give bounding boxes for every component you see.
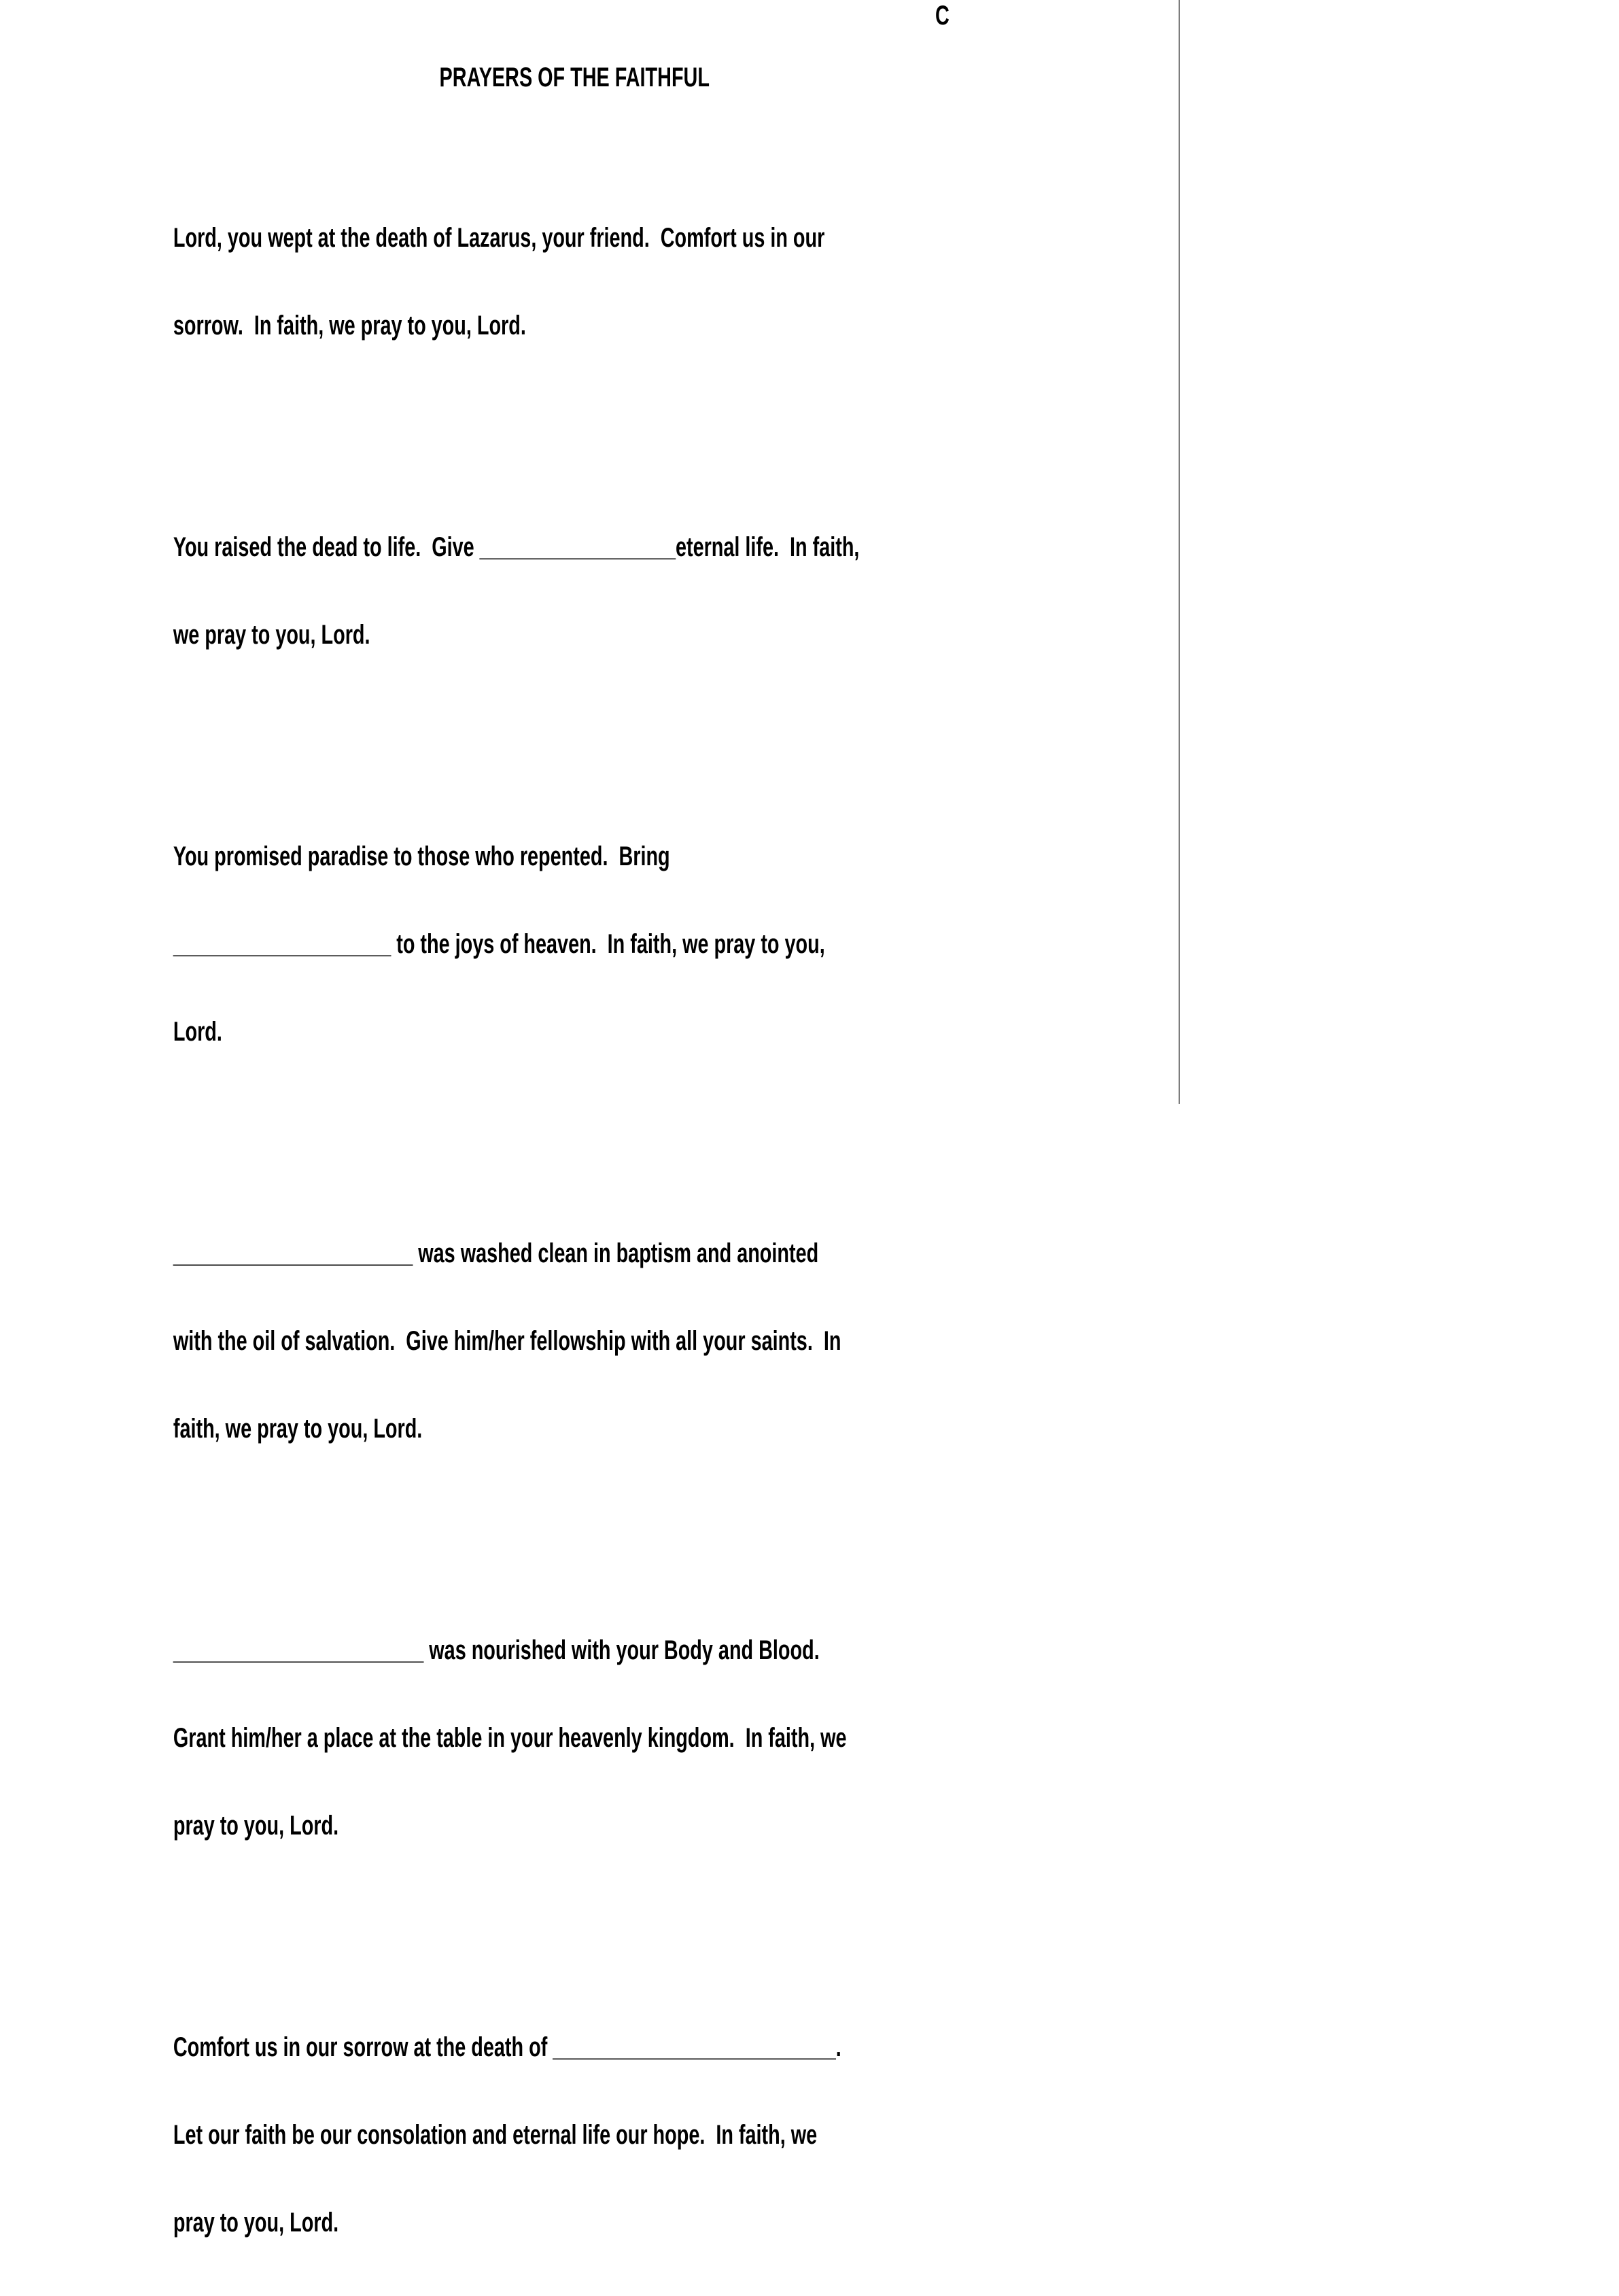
prayer-paragraph-lazarus xyxy=(0,165,1353,399)
prayer-line: Lord. xyxy=(173,1017,222,1047)
prayer-line-with-blank: ____________________ to the joys of heaven. In faith, we pray to you, xyxy=(173,929,825,959)
prayer-line: sorrow. In faith, we pray to you, Lord. xyxy=(173,311,526,341)
prayer-line: we pray to you, Lord. xyxy=(173,620,370,650)
prayer-line: Lord, you wept at the death of Lazarus, your friend. Comfort us in our xyxy=(173,223,825,253)
prayer-line: pray to you, Lord. xyxy=(173,1811,339,1841)
prayer-line: pray to you, Lord. xyxy=(173,2208,339,2238)
prayer-line: with the oil of salvation. Give him/her fellowship with all your saints. In xyxy=(173,1326,841,1356)
prayer-paragraph-paradise xyxy=(0,784,1353,1105)
prayer-line: faith, we pray to you, Lord. xyxy=(173,1414,423,1444)
prayer-paragraph-comfort xyxy=(0,1975,1353,2296)
corner-letter: C xyxy=(935,1,950,31)
prayer-line-with-blank: You raised the dead to life. Give __________________eternal life. In faith, xyxy=(173,532,860,562)
prayer-line-with-blank: _______________________ was nourished with your Body and Blood. xyxy=(173,1635,820,1665)
page-title: PRAYERS OF THE FAITHFUL xyxy=(439,63,710,92)
prayer-line-with-blank: Comfort us in our sorrow at the death of __________________________. xyxy=(173,2032,841,2062)
prayer-paragraph-body-and-blood xyxy=(0,1578,1353,1899)
prayer-line-with-blank: ______________________ was washed clean in baptism and anointed xyxy=(173,1238,819,1268)
prayer-line: Grant him/her a place at the table in your heavenly kingdom. In faith, we xyxy=(173,1723,847,1753)
prayer-line: Let our faith be our consolation and eternal life our hope. In faith, we xyxy=(173,2120,818,2150)
prayer-paragraph-baptism xyxy=(0,1181,1353,1502)
prayer-line: You promised paradise to those who repented. Bring xyxy=(173,841,670,871)
prayer-paragraph-raised-dead xyxy=(0,474,1353,708)
